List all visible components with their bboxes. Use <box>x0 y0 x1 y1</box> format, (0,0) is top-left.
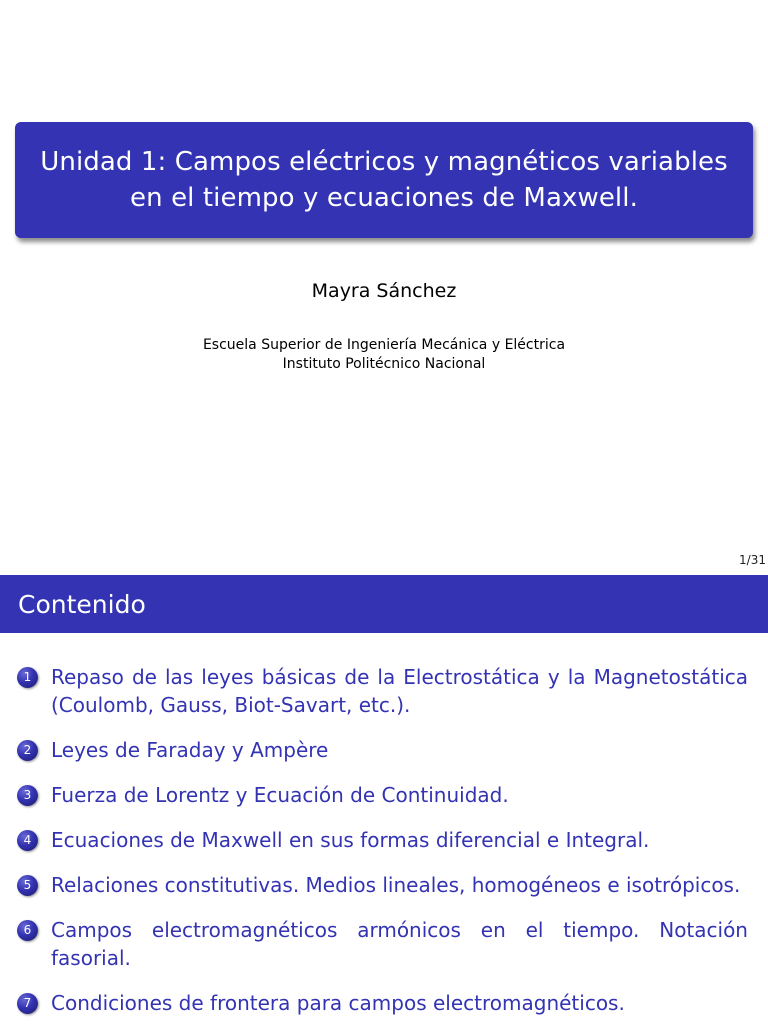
table-of-contents <box>0 663 768 1024</box>
numbered-bullet-icon: 3 <box>17 785 38 806</box>
toc-item-text: Leyes de Faraday y Ampère <box>51 738 329 762</box>
toc-item[interactable] <box>0 826 768 854</box>
toc-item[interactable] <box>0 916 768 972</box>
toc-item-text: Repaso de las leyes básicas de la Electrostática y la Magnetostática (Coulomb, Gauss, Biot-Savart, etc.). <box>51 665 748 717</box>
toc-item[interactable] <box>0 781 768 809</box>
toc-item-text: Fuerza de Lorentz y Ecuación de Continuidad. <box>51 783 509 807</box>
title-block <box>15 122 753 238</box>
contents-slide <box>0 575 768 1024</box>
toc-item[interactable] <box>0 871 768 899</box>
toc-item-text: Campos electromagnéticos armónicos en el tiempo. Notación fasorial. <box>51 918 748 970</box>
frame-title-bar <box>0 575 768 633</box>
toc-item-text: Relaciones constitutivas. Medios lineales, homogéneos e isotrópicos. <box>51 873 741 897</box>
numbered-bullet-icon: 5 <box>17 875 38 896</box>
institute-line-university: Instituto Politécnico Nacional <box>282 356 486 372</box>
toc-item-text: Ecuaciones de Maxwell en sus formas diferencial e Integral. <box>51 828 650 852</box>
numbered-bullet-icon: 7 <box>17 993 38 1014</box>
numbered-bullet-icon: 4 <box>17 830 38 851</box>
presentation-title: Unidad 1: Campos eléctricos y magnéticos variables en el tiempo y ecuaciones de Maxwell. <box>40 147 728 213</box>
institute-line-school: Escuela Superior de Ingeniería Mecánica y Eléctrica <box>202 337 566 353</box>
numbered-bullet-icon: 2 <box>17 740 38 761</box>
page-number: 1/31 <box>739 553 766 567</box>
toc-item-text: Condiciones de frontera para campos electromagnéticos. <box>51 991 625 1015</box>
numbered-bullet-icon: 6 <box>17 920 38 941</box>
institute-block <box>0 336 768 374</box>
toc-item[interactable] <box>0 663 768 719</box>
frame-title: Contenido <box>18 589 146 619</box>
toc-item[interactable] <box>0 989 768 1017</box>
toc-item[interactable] <box>0 736 768 764</box>
author-name: Mayra Sánchez <box>311 280 457 302</box>
numbered-bullet-icon: 1 <box>17 667 38 688</box>
